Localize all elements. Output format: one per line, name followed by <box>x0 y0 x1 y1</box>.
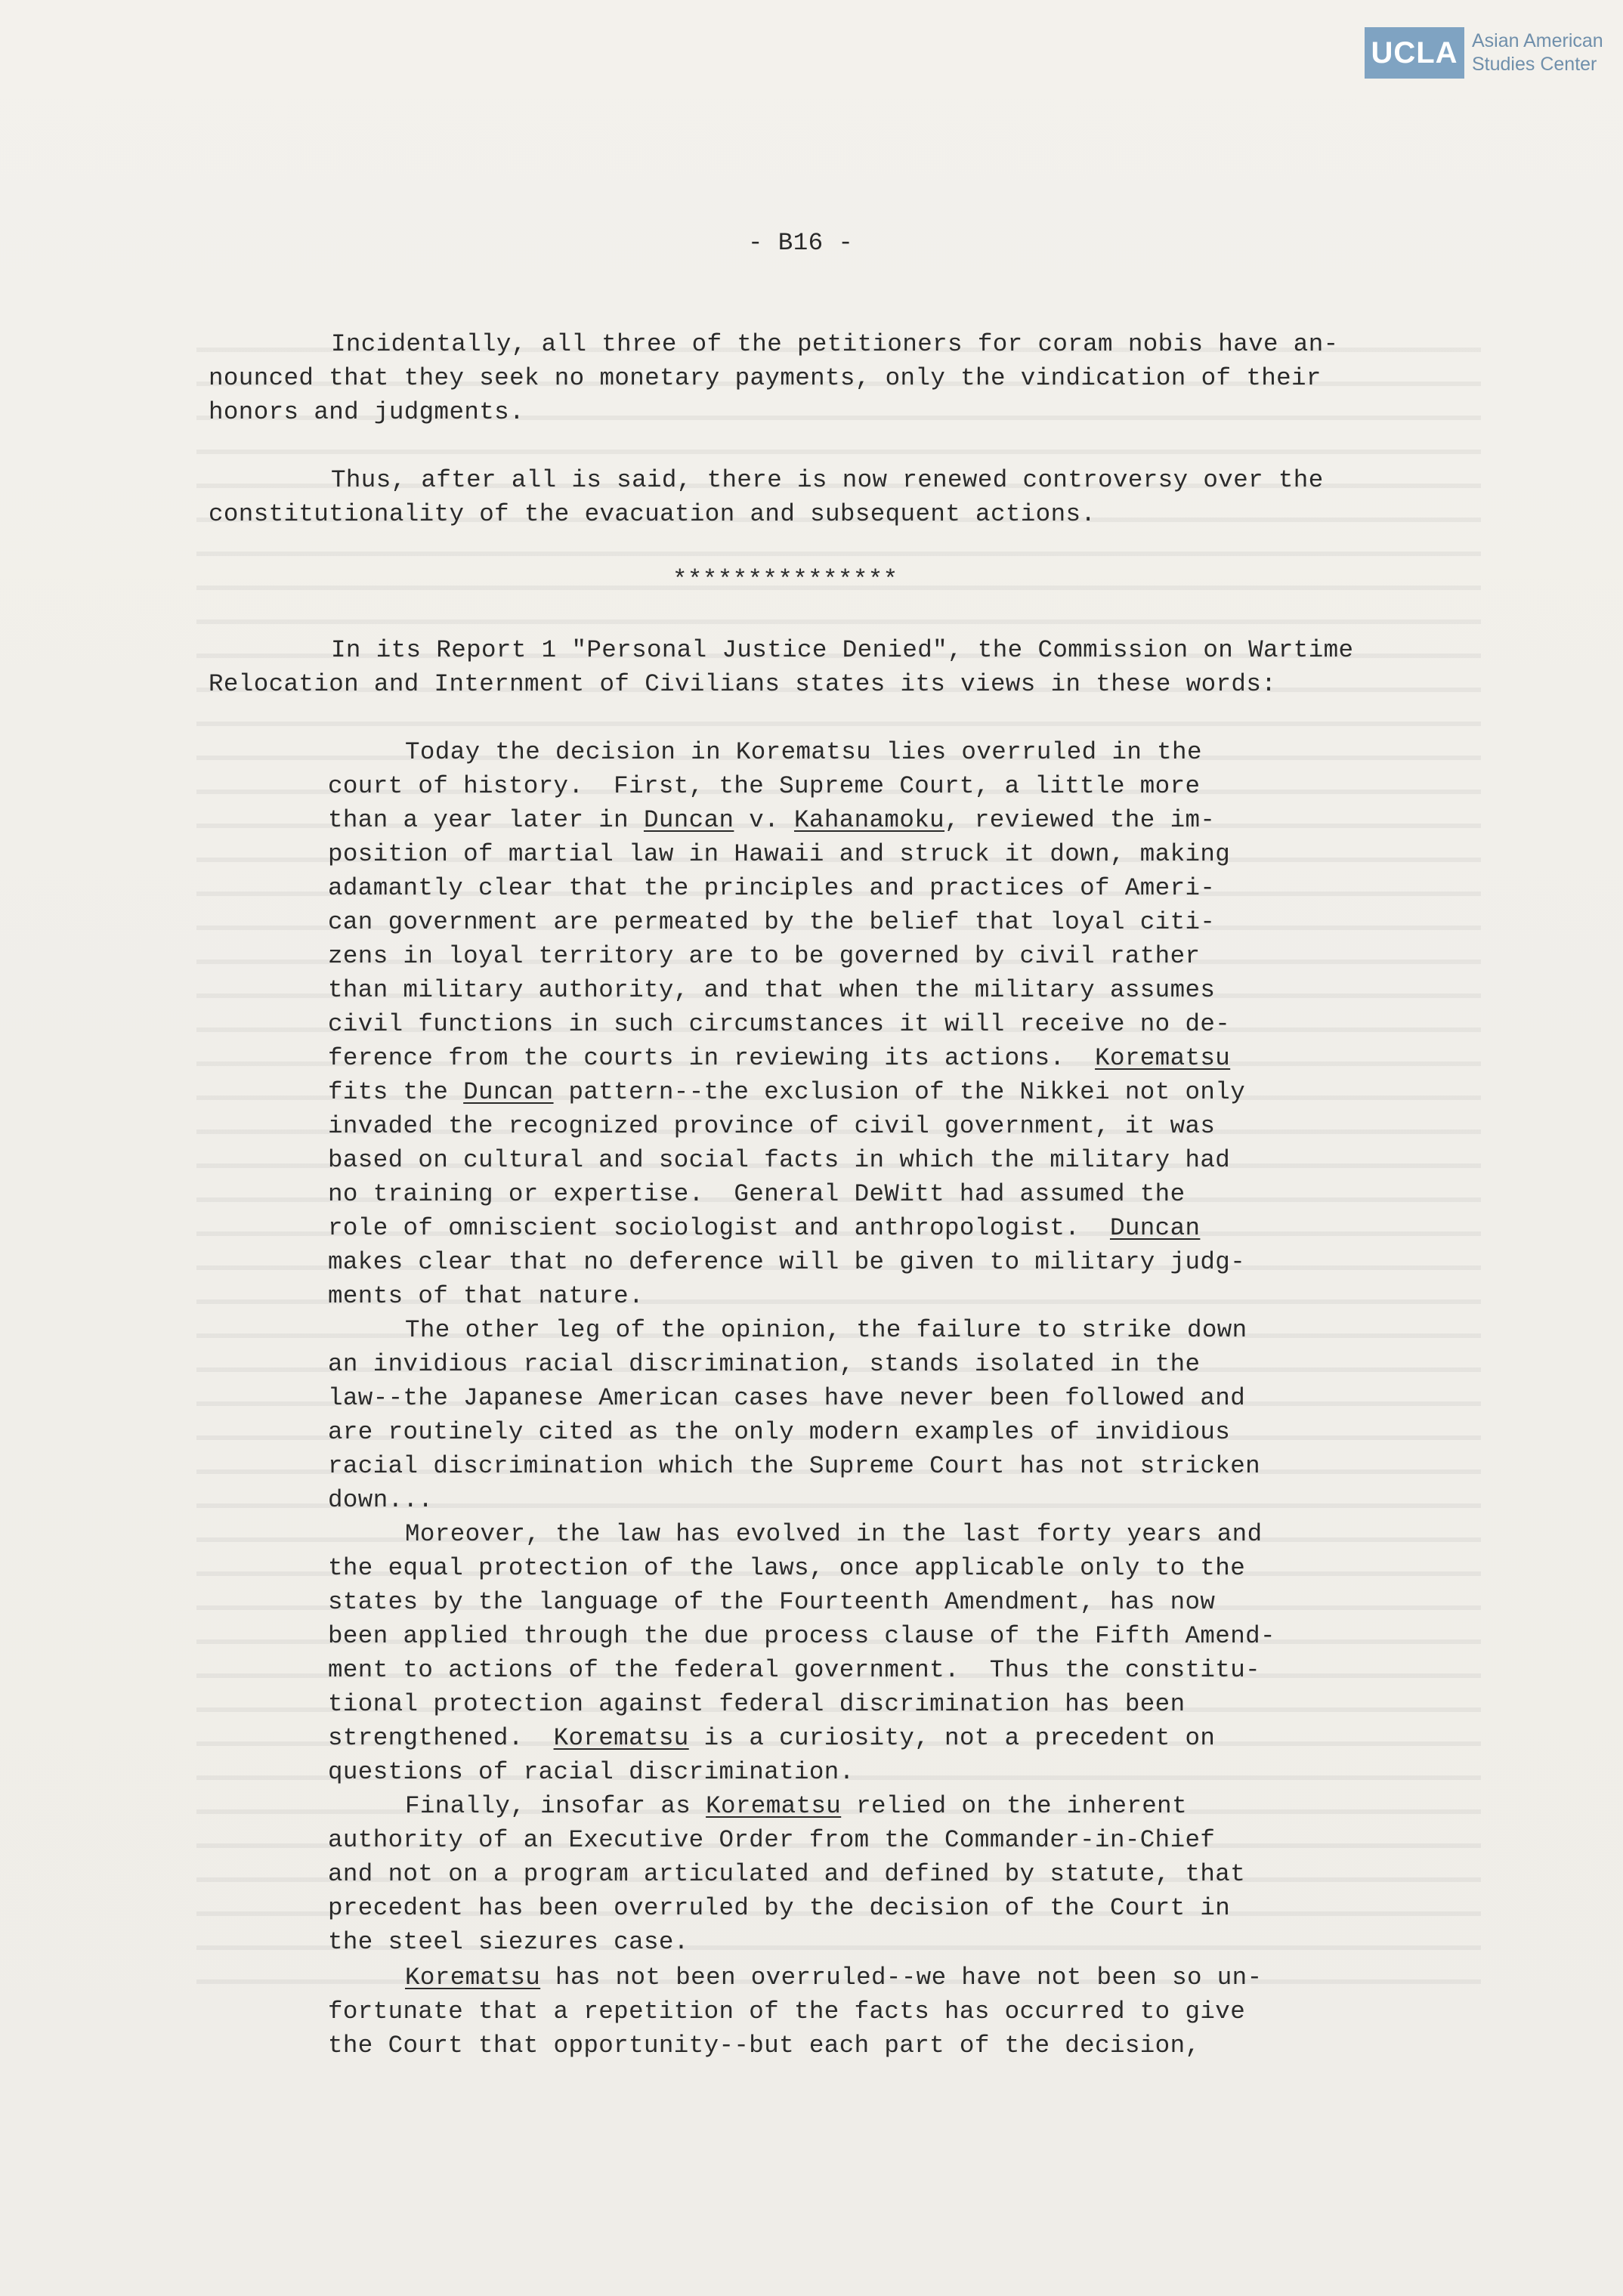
quote-line: The other leg of the opinion, the failure to strike down <box>405 1316 1247 1344</box>
quote-line: are routinely cited as the only modern examples of invidious <box>328 1418 1231 1446</box>
quote-line: based on cultural and social facts in which the military had <box>328 1146 1231 1174</box>
quote-line: fortunate that a repetition of the facts has occurred to give <box>328 1998 1246 2026</box>
quote-line: can government are permeated by the belief that loyal citi- <box>328 908 1216 936</box>
ucla-logo-box: UCLA <box>1365 27 1464 79</box>
quote-line: position of martial law in Hawaii and struck it down, making <box>328 840 1231 868</box>
body-line: Incidentally, all three of the petitioners for coram nobis have an- <box>331 330 1339 358</box>
ucla-aasc-logo <box>1365 27 1603 79</box>
quote-line: Moreover, the law has evolved in the last forty years and <box>405 1520 1263 1548</box>
section-divider: *************** <box>672 566 898 594</box>
quote-line: Finally, insofar as Korematsu relied on the inherent <box>405 1792 1187 1820</box>
quote-line: law--the Japanese American cases have never been followed and <box>328 1384 1246 1412</box>
case-name: Korematsu <box>553 1724 689 1752</box>
body-line: In its Report 1 "Personal Justice Denied", the Commission on Wartime <box>331 636 1354 664</box>
quote-line: the steel siezures case. <box>328 1928 689 1956</box>
quote-line: tional protection against federal discrimination has been <box>328 1690 1186 1718</box>
quote-line: zens in loyal territory are to be governed by civil rather <box>328 942 1201 970</box>
quote-line: makes clear that no deference will be given to military judg- <box>328 1248 1246 1276</box>
quote-line: questions of racial discrimination. <box>328 1758 855 1786</box>
quote-line: and not on a program articulated and defined by statute, that <box>328 1860 1246 1888</box>
case-name: Duncan <box>463 1078 554 1106</box>
case-name: Korematsu <box>1095 1044 1231 1072</box>
quote-line: racial discrimination which the Supreme Court has not stricken <box>328 1452 1260 1480</box>
logo-caption-line-2: Studies Center <box>1472 54 1597 75</box>
logo-caption <box>1472 27 1603 79</box>
quote-line: ment to actions of the federal government. Thus the constitu- <box>328 1656 1260 1684</box>
quote-line: role of omniscient sociologist and anthropologist. Duncan <box>328 1214 1201 1242</box>
quote-line: no training or expertise. General DeWitt had assumed the <box>328 1180 1186 1208</box>
body-line: constitutionality of the evacuation and subsequent actions. <box>209 500 1096 528</box>
quote-line: court of history. First, the Supreme Court, a little more <box>328 772 1201 800</box>
quote-line: than military authority, and that when the military assumes <box>328 976 1216 1004</box>
quote-line: fits the Duncan pattern--the exclusion of the Nikkei not only <box>328 1078 1246 1106</box>
quote-line: ference from the courts in reviewing its actions. Korematsu <box>328 1044 1231 1072</box>
quote-line: down... <box>328 1486 434 1514</box>
case-name: Kahanamoku <box>794 806 945 834</box>
quote-line: invaded the recognized province of civil government, it was <box>328 1112 1216 1140</box>
quote-line: strengthened. Korematsu is a curiosity, not a precedent on <box>328 1724 1216 1752</box>
body-line: honors and judgments. <box>209 398 524 426</box>
body-line: Thus, after all is said, there is now renewed controversy over the <box>331 466 1324 494</box>
quote-line: civil functions in such circumstances it will receive no de- <box>328 1010 1231 1038</box>
logo-caption-line-1: Asian American <box>1472 30 1603 51</box>
case-name: Duncan <box>643 806 734 834</box>
quote-line: Today the decision in Korematsu lies overruled in the <box>405 738 1202 766</box>
quote-line: adamantly clear that the principles and practices of Ameri- <box>328 874 1216 902</box>
quote-line: been applied through the due process clause of the Fifth Amend- <box>328 1622 1275 1650</box>
quote-line: ments of that nature. <box>328 1282 644 1310</box>
page-number: - B16 - <box>748 229 854 257</box>
quote-line: an invidious racial discrimination, stands isolated in the <box>328 1350 1201 1378</box>
quote-line: states by the language of the Fourteenth Amendment, has now <box>328 1588 1216 1616</box>
quote-line: than a year later in Duncan v. Kahanamoku, reviewed the im- <box>328 806 1216 834</box>
quote-line: precedent has been overruled by the decision of the Court in <box>328 1894 1231 1922</box>
case-name: Duncan <box>1109 1214 1201 1242</box>
case-name: Korematsu <box>405 1964 541 1992</box>
quote-line: authority of an Executive Order from the Commander-in-Chief <box>328 1826 1216 1854</box>
quote-line: the Court that opportunity--but each part of the decision, <box>328 2032 1201 2060</box>
quote-line: Korematsu has not been overruled--we have not been so un- <box>405 1964 1263 1992</box>
body-line: nounced that they seek no monetary payments, only the vindication of their <box>209 364 1322 392</box>
quote-line: the equal protection of the laws, once applicable only to the <box>328 1554 1246 1582</box>
case-name: Korematsu <box>706 1792 842 1820</box>
body-line: Relocation and Internment of Civilians states its views in these words: <box>209 670 1277 698</box>
